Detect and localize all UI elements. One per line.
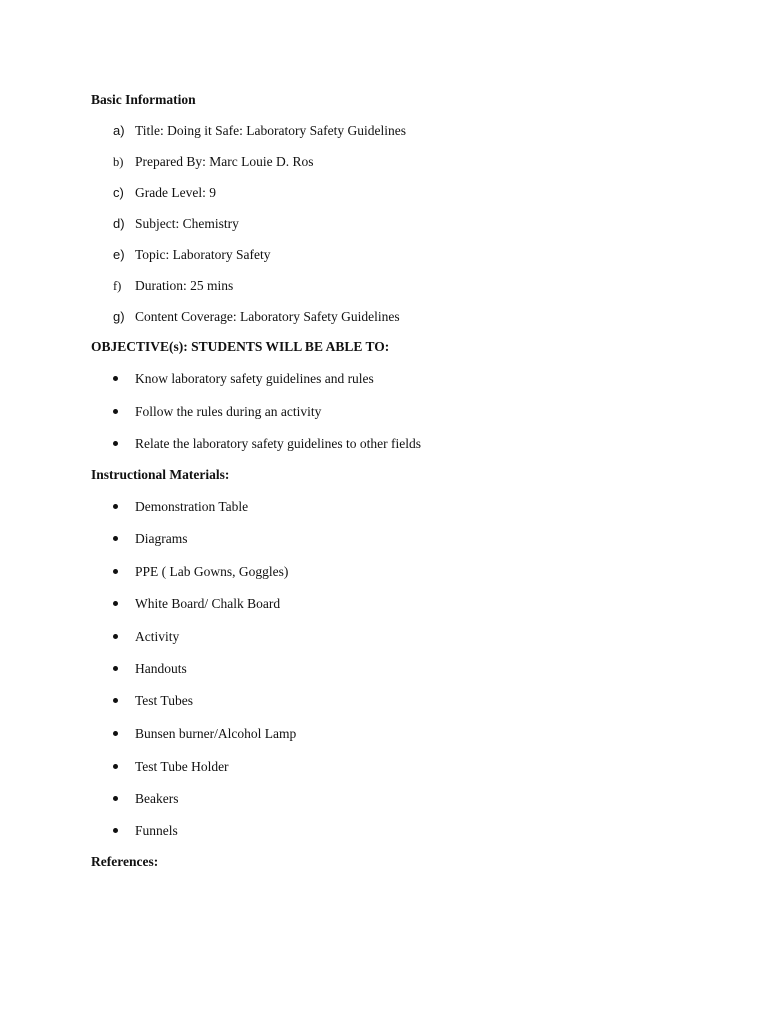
bullet-icon bbox=[113, 828, 118, 833]
list-marker: d) bbox=[113, 216, 125, 231]
bullet-item bbox=[0, 563, 768, 581]
bullet-icon bbox=[113, 796, 118, 801]
bullet-item bbox=[0, 595, 768, 613]
bullet-item bbox=[0, 822, 768, 840]
bullet-item-text: Know laboratory safety guidelines and rules bbox=[135, 371, 374, 386]
bullet-icon bbox=[113, 731, 118, 736]
bullet-item-text: Handouts bbox=[135, 661, 187, 676]
list-marker: f) bbox=[113, 279, 122, 293]
bullet-item-text: Test Tubes bbox=[135, 693, 193, 708]
references-heading: References: bbox=[91, 854, 159, 869]
list-item-text: Prepared By: Marc Louie D. Ros bbox=[135, 154, 314, 169]
instructional-materials-heading: Instructional Materials: bbox=[91, 467, 230, 482]
bullet-item bbox=[0, 530, 768, 548]
bullet-item bbox=[0, 660, 768, 678]
bullet-item-text: Activity bbox=[135, 629, 180, 644]
bullet-item bbox=[0, 370, 768, 388]
list-marker: b) bbox=[113, 155, 124, 169]
bullet-item-text: Follow the rules during an activity bbox=[135, 404, 322, 419]
list-marker: g) bbox=[113, 309, 125, 324]
list-marker: e) bbox=[113, 247, 125, 262]
bullet-icon bbox=[113, 569, 118, 574]
bullet-item bbox=[0, 692, 768, 710]
objectives-heading: OBJECTIVE(s): STUDENTS WILL BE ABLE TO: bbox=[91, 339, 390, 354]
bullet-icon bbox=[113, 634, 118, 639]
list-item bbox=[0, 184, 768, 202]
bullet-item-text: PPE ( Lab Gowns, Goggles) bbox=[135, 564, 289, 579]
list-item-text: Subject: Chemistry bbox=[135, 216, 239, 231]
bullet-icon bbox=[113, 409, 118, 414]
list-item-text: Topic: Laboratory Safety bbox=[135, 247, 271, 262]
list-item bbox=[0, 277, 768, 295]
bullet-icon bbox=[113, 504, 118, 509]
bullet-item-text: Beakers bbox=[135, 791, 179, 806]
bullet-item bbox=[0, 628, 768, 646]
bullet-item bbox=[0, 790, 768, 808]
bullet-icon bbox=[113, 601, 118, 606]
list-item-text: Grade Level: 9 bbox=[135, 185, 216, 200]
list-marker: c) bbox=[113, 185, 124, 200]
bullet-item-text: Demonstration Table bbox=[135, 499, 249, 514]
list-item bbox=[0, 153, 768, 171]
bullet-item-text: Relate the laboratory safety guidelines to other fields bbox=[135, 436, 422, 451]
bullet-item-text: Diagrams bbox=[135, 531, 188, 546]
bullet-item-text: Bunsen burner/Alcohol Lamp bbox=[135, 726, 297, 741]
bullet-item-text: White Board/ Chalk Board bbox=[135, 596, 281, 611]
bullet-icon bbox=[113, 666, 118, 671]
list-item bbox=[0, 122, 768, 140]
list-item-text: Title: Doing it Safe: Laboratory Safety Guidelines bbox=[135, 123, 406, 138]
list-item bbox=[0, 308, 768, 326]
bullet-item-text: Funnels bbox=[135, 823, 178, 838]
bullet-icon bbox=[113, 441, 118, 446]
basic-information-heading: Basic Information bbox=[91, 92, 196, 107]
list-item-text: Content Coverage: Laboratory Safety Guidelines bbox=[135, 309, 400, 324]
bullet-icon bbox=[113, 376, 118, 381]
list-marker: a) bbox=[113, 123, 125, 138]
list-item-text: Duration: 25 mins bbox=[135, 278, 234, 293]
bullet-item bbox=[0, 435, 768, 453]
bullet-icon bbox=[113, 764, 118, 769]
bullet-item-text: Test Tube Holder bbox=[135, 759, 229, 774]
bullet-icon bbox=[113, 536, 118, 541]
bullet-item bbox=[0, 498, 768, 516]
list-item bbox=[0, 215, 768, 233]
bullet-item bbox=[0, 403, 768, 421]
list-item bbox=[0, 246, 768, 264]
bullet-icon bbox=[113, 698, 118, 703]
bullet-item bbox=[0, 725, 768, 743]
bullet-item bbox=[0, 758, 768, 776]
